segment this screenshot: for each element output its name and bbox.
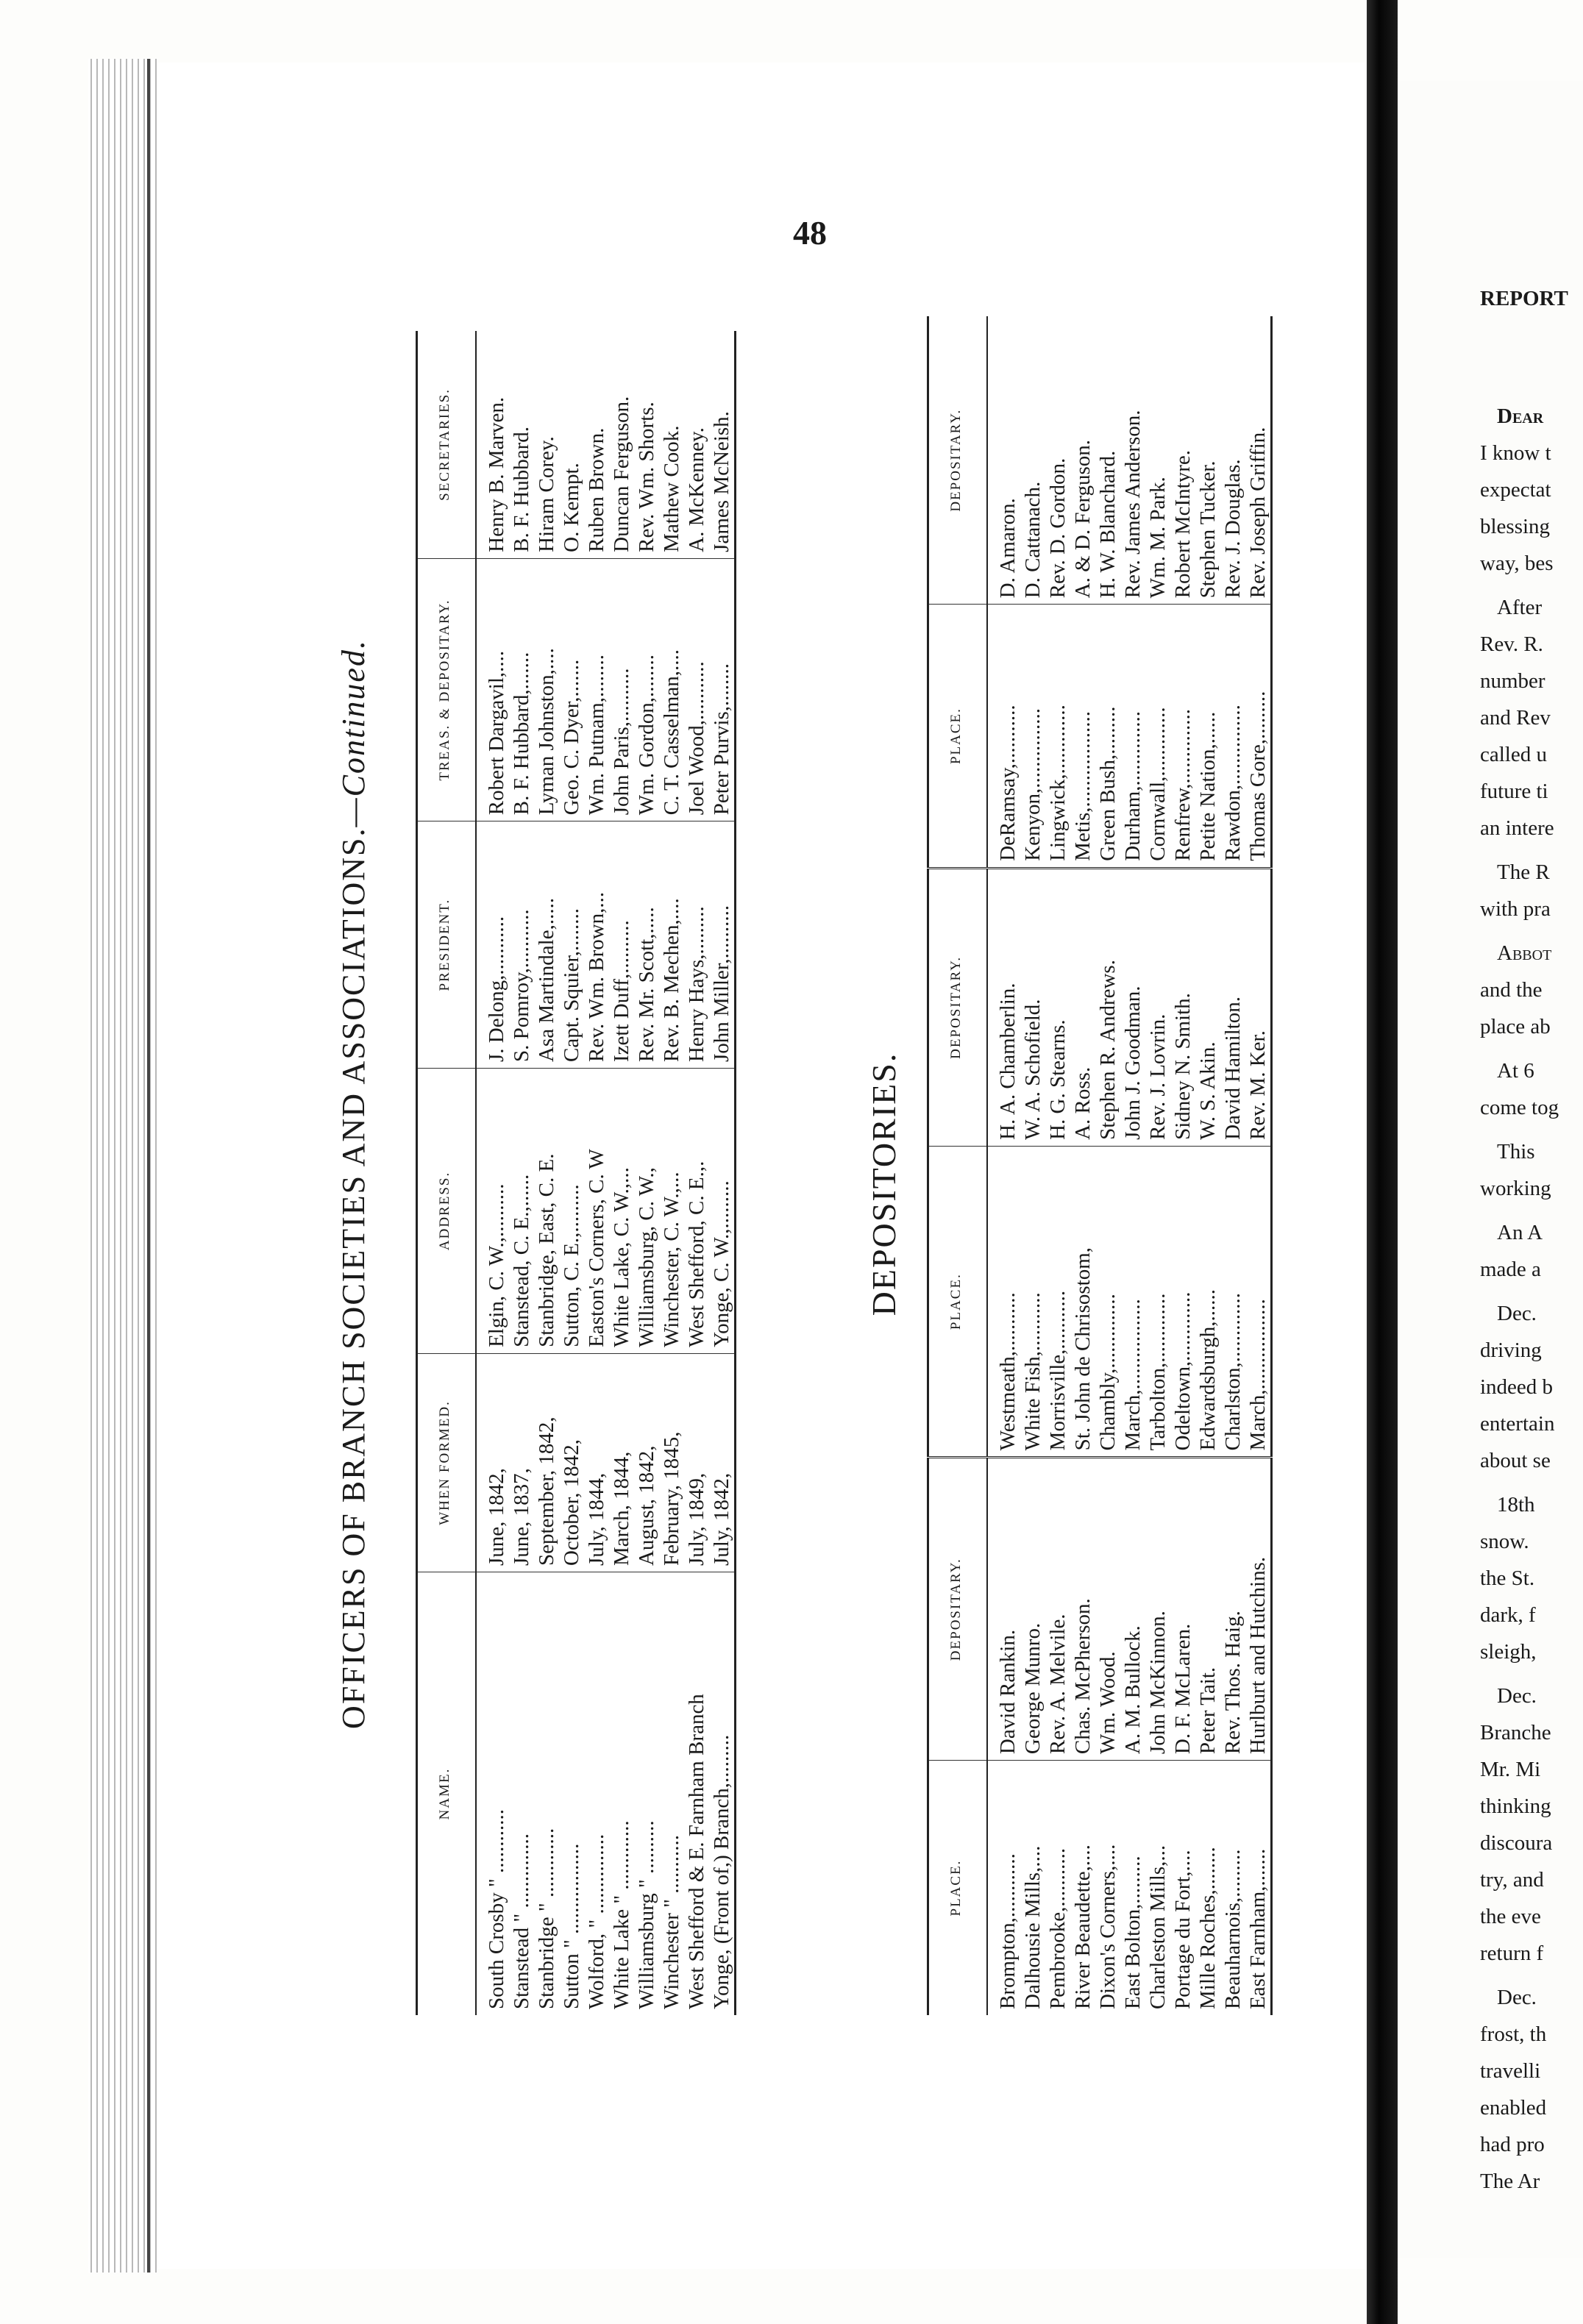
table-cell: Portage du Fort,....	[1171, 1850, 1195, 2009]
table-cell: A. Ross.	[1070, 868, 1095, 1146]
table-cell: Stanbridge, East, C. E.	[534, 1069, 559, 1354]
table-cell: Izett Duff,..........	[609, 821, 634, 1069]
table-cell: Rev. Joseph Griffin.	[1245, 316, 1272, 605]
facing-page-line: driving	[1480, 1339, 1542, 1362]
table-cell: C. T. Casselman,....	[659, 558, 684, 821]
table-row	[709, 331, 736, 2015]
table-cell: South Crosby " ............	[485, 1808, 508, 2009]
table-cell: West Shefford & E. Farnham Branch	[685, 1694, 708, 2009]
facing-page-line: come tog	[1480, 1096, 1559, 1119]
table-cell: Dixon's Corners,....	[1096, 1844, 1120, 2009]
facing-page-line: the St.	[1480, 1566, 1535, 1590]
table-cell: Peter Tait.	[1195, 1458, 1220, 1761]
table-cell: September, 1842,	[534, 1353, 559, 1572]
officers-col-header: TREAS. & DEPOSITARY.	[417, 558, 477, 821]
table-cell: Geo. C. Dyer,.......	[559, 558, 584, 821]
facing-page-line: Abbot	[1497, 941, 1552, 965]
table-row	[659, 331, 684, 2015]
facing-page-line: enabled	[1480, 2096, 1547, 2120]
table-cell: Yonge, (Front of,) Branch,.........	[710, 1734, 733, 2009]
table-cell: East Bolton,.........	[1121, 1856, 1145, 2009]
rotated-content	[335, 279, 1328, 2089]
table-cell: July, 1844,	[584, 1353, 609, 1572]
table-cell: Chas. McPherson.	[1070, 1458, 1095, 1761]
facing-page-line: had pro	[1480, 2133, 1545, 2156]
table-cell: Rev. J. Lovrin.	[1145, 868, 1170, 1146]
table-cell: Peter Purvis,........	[709, 558, 736, 821]
facing-page-line: place ab	[1480, 1015, 1551, 1038]
facing-page-line: Dec.	[1497, 1302, 1537, 1325]
table-cell: March,.................	[1245, 1146, 1272, 1457]
table-cell: J. Delong,...........	[476, 821, 509, 1069]
facing-page-line: about se	[1480, 1449, 1551, 1472]
table-row	[1020, 316, 1045, 2015]
table-cell: White Lake " .............	[610, 1820, 633, 2009]
table-cell: Wolford, " ...............	[585, 1833, 608, 2009]
table-cell: Joel Wood,...........	[684, 558, 709, 821]
table-cell: A. M. Bullock.	[1120, 1458, 1145, 1761]
table-cell: John Miller,..........	[709, 821, 736, 1069]
table-cell: March, 1844,	[609, 1353, 634, 1572]
table-row	[609, 331, 634, 2015]
officers-title	[335, 279, 372, 2089]
table-cell: Westmeath,...........	[987, 1146, 1020, 1457]
table-cell: East Farnham,.......	[1246, 1848, 1270, 2009]
facing-page-line: and the	[1480, 978, 1543, 1002]
table-cell: Metis,..................	[1070, 605, 1095, 868]
table-cell: White Lake, C. W.,...	[609, 1069, 634, 1354]
officers-title-suffix: —Continued.	[335, 639, 371, 827]
table-cell: Lingwick,.............	[1045, 605, 1070, 868]
table-cell: James McNeish.	[709, 331, 736, 558]
depositories-col-header: DEPOSITARY.	[928, 316, 988, 605]
table-row	[1070, 316, 1095, 2015]
table-cell: Morrisville,...........	[1045, 1146, 1070, 1457]
table-row	[1245, 316, 1272, 2015]
table-row	[634, 331, 659, 2015]
table-cell: Mathew Cook.	[659, 331, 684, 558]
table-cell: Rev. J. Douglas.	[1220, 316, 1245, 605]
facing-page-line: try, and	[1480, 1868, 1544, 1892]
facing-page-line: an intere	[1480, 816, 1554, 840]
facing-page-line: way, bes	[1480, 552, 1554, 575]
table-cell: Rev. Wm. Brown,...	[584, 821, 609, 1069]
facing-page-line: Rev. R.	[1480, 632, 1543, 656]
table-cell: Duncan Ferguson.	[609, 331, 634, 558]
table-cell: John Paris,..........	[609, 558, 634, 821]
table-row	[987, 316, 1020, 2015]
table-cell: Wm. Wood.	[1095, 1458, 1120, 1761]
table-row	[584, 331, 609, 2015]
table-cell: Capt. Squier,........	[559, 821, 584, 1069]
table-cell: George Munro.	[1020, 1458, 1045, 1761]
officers-title-text: OFFICERS OF BRANCH SOCIETIES AND ASSOCIATIONS.	[335, 827, 371, 1729]
facing-page-line: dark, f	[1480, 1603, 1536, 1627]
table-cell: Dalhousie Mills,....	[1021, 1845, 1045, 2009]
table-cell: H. A. Chamberlin.	[987, 868, 1020, 1146]
table-cell: Rev. Mr. Scott,.....	[634, 821, 659, 1069]
table-cell: Rev. M. Ker.	[1245, 868, 1272, 1146]
table-cell: Williamsburg, C. W.,	[634, 1069, 659, 1354]
table-cell: D. Cattanach.	[1020, 316, 1045, 605]
facing-page-line: the eve	[1480, 1905, 1541, 1928]
table-cell: Sutton " .................	[560, 1843, 583, 2009]
table-cell: August, 1842,	[634, 1353, 659, 1572]
table-cell: Mille Roches,........	[1196, 1847, 1220, 2009]
facing-page-line: made a	[1480, 1258, 1541, 1281]
facing-page-line: This	[1497, 1140, 1535, 1163]
table-cell: D. F. McLaren.	[1170, 1458, 1195, 1761]
table-row	[1095, 316, 1120, 2015]
table-cell: Sutton, C. E.,.........	[559, 1069, 584, 1354]
table-cell: Rawdon,...............	[1220, 605, 1245, 868]
table-cell: White Fish,...........	[1020, 1146, 1045, 1457]
officers-col-header: PRESIDENT.	[417, 821, 477, 1069]
facing-page-line: indeed b	[1480, 1375, 1554, 1399]
facing-page-line: expectat	[1480, 478, 1551, 502]
table-cell: Brompton,............	[996, 1853, 1020, 2009]
table-cell: Thomas Gore,.........	[1245, 605, 1272, 868]
table-cell: John J. Goodman.	[1120, 868, 1145, 1146]
table-row	[684, 331, 709, 2015]
facing-page-line: snow.	[1480, 1530, 1529, 1553]
table-row	[476, 331, 509, 2015]
officers-col-header: SECRETARIES.	[417, 331, 477, 558]
table-cell: W. A. Schofield.	[1020, 868, 1045, 1146]
facing-page-line: Branche	[1480, 1721, 1551, 1744]
table-cell: Rev. Wm. Shorts.	[634, 331, 659, 558]
table-cell: A. & D. Ferguson.	[1070, 316, 1095, 605]
table-cell: Pembrooke,...........	[1046, 1847, 1070, 2009]
table-cell: Winchester, C. W.,...	[659, 1069, 684, 1354]
table-cell: B. F. Hubbard,.......	[509, 558, 534, 821]
depositories-col-header: PLACE.	[928, 605, 988, 868]
table-cell: Wm. M. Park.	[1145, 316, 1170, 605]
table-cell: Stanbridge " .............	[535, 1828, 558, 2009]
facing-page-line: working	[1480, 1177, 1551, 1200]
table-cell: Stephen R. Andrews.	[1095, 868, 1120, 1146]
table-cell: October, 1842,	[559, 1353, 584, 1572]
table-cell: Beauharnois,.........	[1221, 1849, 1245, 2009]
table-cell: March,.................	[1120, 1146, 1145, 1457]
facing-page-line: return f	[1480, 1942, 1544, 1965]
table-cell: Hiram Corey.	[534, 331, 559, 558]
table-cell: Winchester " ...........	[660, 1835, 683, 2009]
table-cell: Odeltown,.............	[1170, 1146, 1195, 1457]
table-cell: Ruben Brown.	[584, 331, 609, 558]
table-cell: H. G. Stearns.	[1045, 868, 1070, 1146]
table-cell: Charleston Mills,...	[1146, 1844, 1170, 2009]
depositories-table	[927, 316, 1273, 2015]
facing-page-line: with pra	[1480, 897, 1551, 921]
table-cell: David Rankin.	[987, 1458, 1020, 1761]
table-cell: Durham,..............	[1120, 605, 1145, 868]
table-cell: H. W. Blanchard.	[1095, 316, 1120, 605]
table-cell: St. John de Chrisostom,	[1070, 1146, 1095, 1457]
facing-page-line: 18th	[1497, 1493, 1535, 1516]
table-cell: Henry Hays,.........	[684, 821, 709, 1069]
table-row	[1120, 316, 1145, 2015]
facing-page-line: and Rev	[1480, 706, 1551, 730]
facing-page-line: future ti	[1480, 780, 1548, 803]
table-cell: Wm. Putnam,........	[584, 558, 609, 821]
depositories-col-header: DEPOSITARY.	[928, 868, 988, 1146]
table-cell: Stephen Tucker.	[1195, 316, 1220, 605]
facing-page-line: frost, th	[1480, 2022, 1547, 2046]
table-row	[1045, 316, 1070, 2015]
table-cell: Sidney N. Smith.	[1170, 868, 1195, 1146]
facing-page-line: The R	[1497, 860, 1550, 884]
facing-page-header: REPORT	[1480, 287, 1568, 310]
table-cell: Yonge, C. W.,.........	[709, 1069, 736, 1354]
facing-page-line: thinking	[1480, 1794, 1551, 1818]
table-cell: Williamsburg " ..........	[635, 1820, 658, 2009]
facing-page-line: Dec.	[1497, 1684, 1537, 1708]
table-cell: Rev. B. Mechen,....	[659, 821, 684, 1069]
facing-page-line: number	[1480, 669, 1545, 693]
table-cell: June, 1837,	[509, 1353, 534, 1572]
facing-page-line: discoura	[1480, 1831, 1553, 1855]
officers-col-header: ADDRESS.	[417, 1069, 477, 1354]
table-row	[1145, 316, 1170, 2015]
facing-page-line: travelli	[1480, 2059, 1541, 2083]
table-row	[559, 331, 584, 2015]
facing-page-line: At 6	[1497, 1059, 1534, 1083]
table-cell: Rev. A. Melvile.	[1045, 1458, 1070, 1761]
facing-page-line: Dear	[1497, 404, 1544, 428]
table-cell: July, 1842,	[709, 1353, 736, 1572]
table-cell: West Shefford, C. E.,.	[684, 1069, 709, 1354]
page-number: 48	[793, 214, 827, 252]
facing-page-line: An A	[1497, 1221, 1543, 1244]
facing-page-line: called u	[1480, 743, 1547, 766]
depositories-col-header: DEPOSITARY.	[928, 1458, 988, 1761]
table-cell: O. Kempt.	[559, 331, 584, 558]
table-cell: DeRamsay,...........	[987, 605, 1020, 868]
table-cell: Chambly,..............	[1095, 1146, 1120, 1457]
book-gutter	[1367, 0, 1398, 2324]
table-cell: February, 1845,	[659, 1353, 684, 1572]
table-cell: July, 1849,	[684, 1353, 709, 1572]
table-cell: Elgin, C. W.,..........	[476, 1069, 509, 1354]
table-cell: Rev. Thos. Haig.	[1220, 1458, 1245, 1761]
table-cell: John McKinnon.	[1145, 1458, 1170, 1761]
table-cell: Stanstead " ..............	[510, 1833, 533, 2009]
table-cell: Asa Martindale,.....	[534, 821, 559, 1069]
table-cell: Cornwall,.............	[1145, 605, 1170, 868]
table-row	[1170, 316, 1195, 2015]
table-cell: Charlston,.............	[1220, 1146, 1245, 1457]
officers-col-header: WHEN FORMED.	[417, 1353, 477, 1572]
table-cell: Henry B. Marven.	[476, 331, 509, 558]
table-cell: Robert Dargavil,....	[476, 558, 509, 821]
table-cell: Petite Nation,......	[1195, 605, 1220, 868]
table-cell: Wm. Gordon,........	[634, 558, 659, 821]
table-cell: Renfrew,..............	[1170, 605, 1195, 868]
table-cell: Tarbolton,.............	[1145, 1146, 1170, 1457]
facing-page	[1398, 81, 1583, 2258]
table-cell: David Hamilton.	[1220, 868, 1245, 1146]
facing-page-line: blessing	[1480, 515, 1551, 538]
facing-page-line: entertain	[1480, 1412, 1555, 1436]
facing-page-line: I know t	[1480, 441, 1551, 465]
facing-page-line: Mr. Mi	[1480, 1758, 1541, 1781]
depositories-col-header: PLACE.	[928, 1146, 988, 1457]
table-cell: S. Pomroy,...........	[509, 821, 534, 1069]
table-cell: B. F. Hubbard.	[509, 331, 534, 558]
officers-table	[416, 331, 736, 2015]
table-cell: Stanstead, C. E.,......	[509, 1069, 534, 1354]
table-row	[509, 331, 534, 2015]
table-cell: Rev. James Anderson.	[1120, 316, 1145, 605]
table-cell: Green Bush,.........	[1095, 605, 1120, 868]
table-cell: Hurlburt and Hutchins.	[1245, 1458, 1272, 1761]
table-cell: D. Amaron.	[987, 316, 1020, 605]
table-cell: Lyman Johnston,....	[534, 558, 559, 821]
page-edge-line	[147, 59, 150, 2273]
table-cell: Kenyon,...............	[1020, 605, 1045, 868]
facing-page-line: The Ar	[1480, 2170, 1540, 2193]
table-cell: Robert McIntyre.	[1170, 316, 1195, 605]
officers-col-header: NAME.	[417, 1572, 477, 2015]
table-row	[534, 331, 559, 2015]
depositories-title: DEPOSITORIES.	[865, 1052, 903, 1316]
facing-page-line: sleigh,	[1480, 1640, 1537, 1664]
facing-page-line: After	[1497, 596, 1543, 619]
facing-page-line: Dec.	[1497, 1986, 1537, 2009]
table-cell: Easton's Corners, C. W	[584, 1069, 609, 1354]
table-cell: W. S. Akin.	[1195, 868, 1220, 1146]
table-cell: A. McKenney.	[684, 331, 709, 558]
depositories-col-header: PLACE.	[928, 1761, 988, 2015]
table-row	[1220, 316, 1245, 2015]
table-cell: June, 1842,	[476, 1353, 509, 1572]
table-row	[1195, 316, 1220, 2015]
table-cell: Rev. D. Gordon.	[1045, 316, 1070, 605]
table-cell: River Beaudette,....	[1071, 1844, 1095, 2009]
table-cell: Edwardsburgh,......	[1195, 1146, 1220, 1457]
